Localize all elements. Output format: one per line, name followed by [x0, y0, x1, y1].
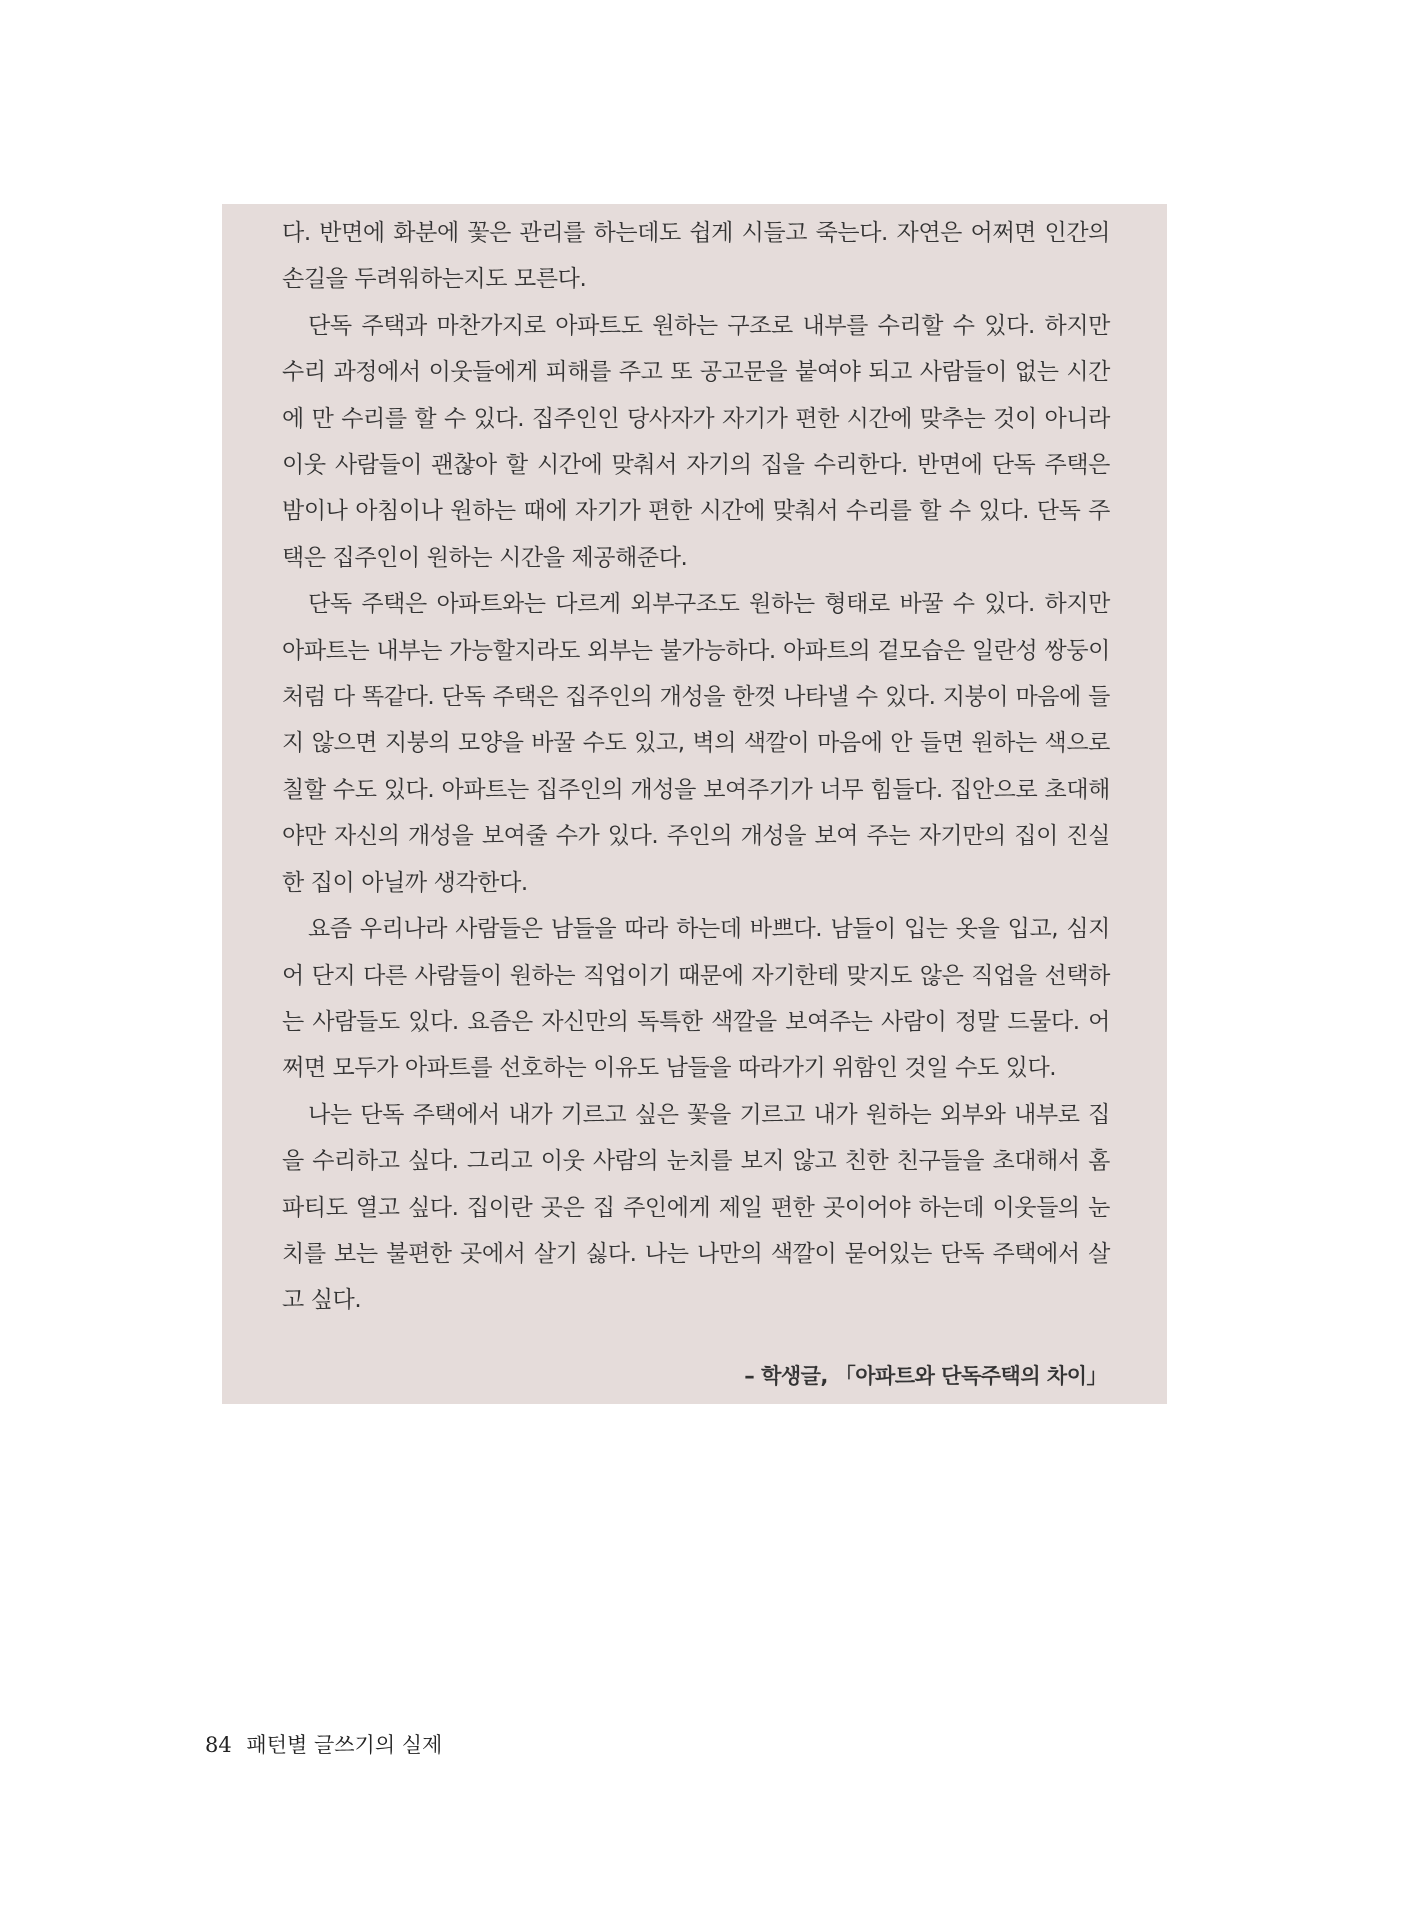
paragraph-3: 단독 주택은 아파트와는 다르게 외부구조도 원하는 형태로 바꿀 수 있다. 하지만 아파트는 내부는 가능할지라도 외부는 불가능하다. 아파트의 겉모습은 일란성 쌍둥이처럼 다 똑같다. 단독 주택은 집주인의 개성을 한껏 나타낼 수 있다. 지붕이 마음에 들지 않으면 지붕의 모양을 바꿀 수도 있고, 벽의 색깔이 마음에 안 들면 원하는 색으로 칠할 수도 있다. 아파트는 집주인의 개성을 보여주기가 너무 힘들다. 집안으로 초대해야만 자신의 개성을 보여줄 수가 있다. 주인의 개성을 보여 주는 자기만의 집이 진실한 집이 아닐까 생각한다.	[282, 591, 1110, 896]
paragraph-5: 나는 단독 주택에서 내가 기르고 싶은 꽃을 기르고 내가 원하는 외부와 내부로 집을 수리하고 싶다. 그리고 이웃 사람의 눈치를 보지 않고 친한 친구들을 초대해서 홈파티도 열고 싶다. 집이란 곳은 집 주인에게 제일 편한 곳이어야 하는데 이웃들의 눈치를 보는 불편한 곳에서 살기 싫다. 나는 나만의 색깔이 묻어있는 단독 주택에서 살고 싶다.	[282, 1101, 1110, 1314]
page-footer	[205, 1731, 442, 1759]
paragraph-1: 다. 반면에 화분에 꽃은 관리를 하는데도 쉽게 시들고 죽는다. 자연은 어쩌면 인간의 손길을 두려워하는지도 모른다.	[282, 220, 1110, 293]
quote-text	[282, 210, 1110, 1324]
book-title: 패턴별 글쓰기의 실제	[246, 1733, 443, 1757]
page-number: 84	[205, 1733, 232, 1757]
paragraph-2: 단독 주택과 마찬가지로 아파트도 원하는 구조로 내부를 수리할 수 있다. 하지만 수리 과정에서 이웃들에게 피해를 주고 또 공고문을 붙여야 되고 사람들이 없는 시간에 만 수리를 할 수 있다. 집주인인 당사자가 자기가 편한 시간에 맞추는 것이 아니라 이웃 사람들이 괜찮아 할 시간에 맞춰서 자기의 집을 수리한다. 반면에 단독 주택은 밤이나 아침이나 원하는 때에 자기가 편한 시간에 맞춰서 수리를 할 수 있다. 단독 주택은 집주인이 원하는 시간을 제공해준다.	[282, 312, 1110, 571]
quote-box	[222, 204, 1167, 1404]
paragraph-4: 요즘 우리나라 사람들은 남들을 따라 하는데 바쁘다. 남들이 입는 옷을 입고, 심지어 단지 다른 사람들이 원하는 직업이기 때문에 자기한테 맞지도 않은 직업을 선택하는 사람들도 있다. 요즘은 자신만의 독특한 색깔을 보여주는 사람이 정말 드물다. 어쩌면 모두가 아파트를 선호하는 이유도 남들을 따라가기 위함인 것일 수도 있다.	[282, 916, 1110, 1082]
quote-source: – 학생글, 「아파트와 단독주택의 차이」	[744, 1364, 1107, 1388]
